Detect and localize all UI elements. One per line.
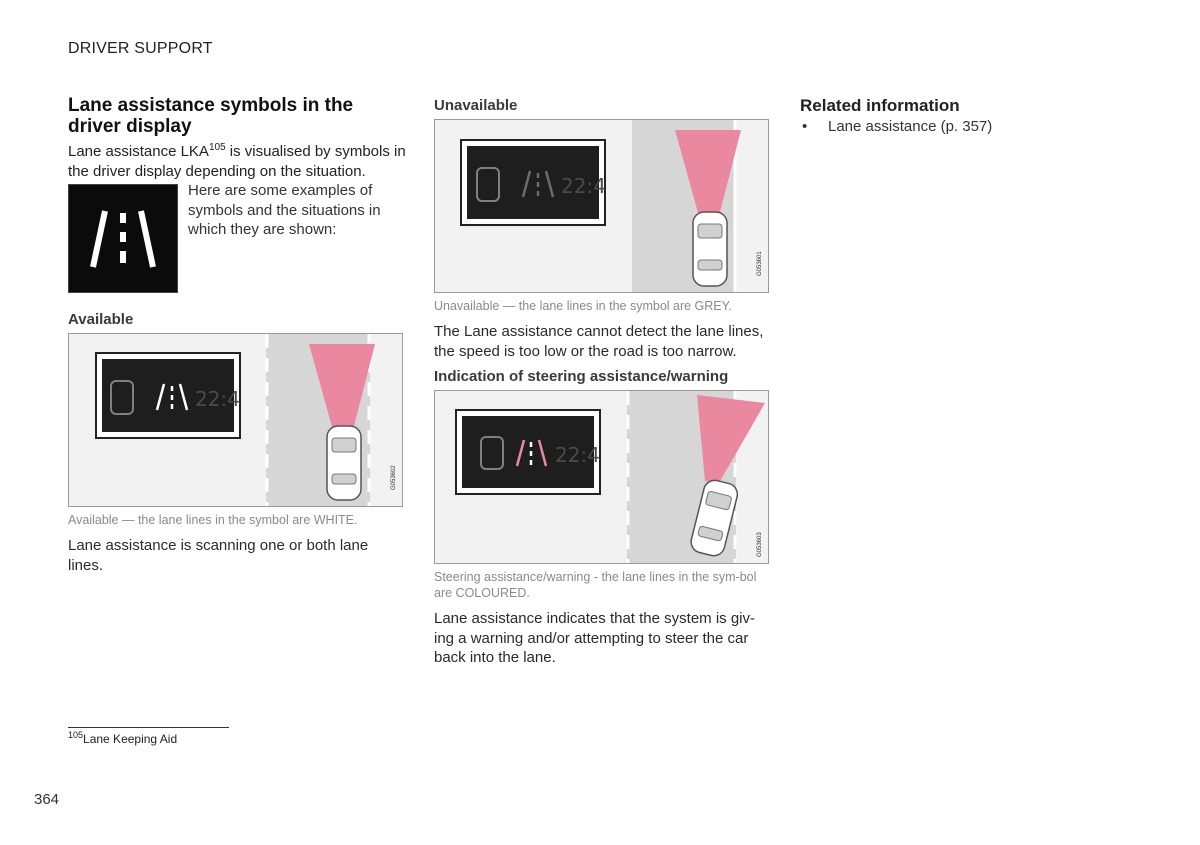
page-number: 364 <box>34 791 60 808</box>
page-title: Lane assistance symbols in the driver display <box>68 95 354 137</box>
section-header: DRIVER SUPPORT <box>68 40 213 57</box>
steering-figure <box>434 390 769 564</box>
intro-paragraph <box>68 142 408 182</box>
display-time: 22:4 <box>555 443 600 467</box>
related-information-heading: Related information <box>800 96 960 115</box>
examples-text: Here are some examples of symbols and the situations in which they are shown: <box>188 182 381 238</box>
available-figure <box>68 333 403 507</box>
footnote <box>68 732 177 746</box>
footnote-divider <box>68 727 229 728</box>
intro-text: Lane assistance LKA <box>68 143 209 160</box>
unavailable-description: The Lane assistance cannot detect the lane lines, the speed is too low or the road is too narrow. <box>434 323 764 360</box>
display-time: 22:4 <box>561 174 606 198</box>
display-time: 22:4 <box>195 387 240 411</box>
footnote-number: 105 <box>68 730 84 740</box>
lane-lines-icon <box>68 184 178 293</box>
available-heading: Available <box>68 311 134 328</box>
car-top-view-icon <box>693 212 727 286</box>
related-information-list <box>800 117 992 137</box>
image-code: G053601 <box>757 251 763 276</box>
available-description: Lane assistance is scanning one or both lane lines. <box>68 537 369 574</box>
footnote-reference[interactable]: 105 <box>208 142 226 153</box>
steering-description: Lane assistance indicates that the system is giv-ing a warning and/or attempting to steer the car back into the lane. <box>434 610 755 666</box>
related-link-label[interactable]: Lane assistance (p. 357) <box>828 118 993 135</box>
available-caption: Available — the lane lines in the symbol are WHITE. <box>68 513 358 527</box>
footnote-text: Lane Keeping Aid <box>83 732 178 746</box>
steering-heading: Indication of steering assistance/warning <box>434 368 729 385</box>
unavailable-caption: Unavailable — the lane lines in the symbol are GREY. <box>434 299 732 313</box>
image-code: G053602 <box>391 465 397 490</box>
car-top-view-icon <box>327 426 361 500</box>
related-link[interactable] <box>800 117 992 137</box>
image-code: G053603 <box>757 532 763 557</box>
bullet-icon: • <box>802 118 808 135</box>
unavailable-heading: Unavailable <box>434 97 518 114</box>
intro-text-continued: is visualised by symbols in the driver display depending on the situation. <box>68 143 406 180</box>
steering-caption: Steering assistance/warning - the lane lines in the sym-bol are COLOURED. <box>434 570 757 600</box>
unavailable-figure <box>434 119 769 293</box>
